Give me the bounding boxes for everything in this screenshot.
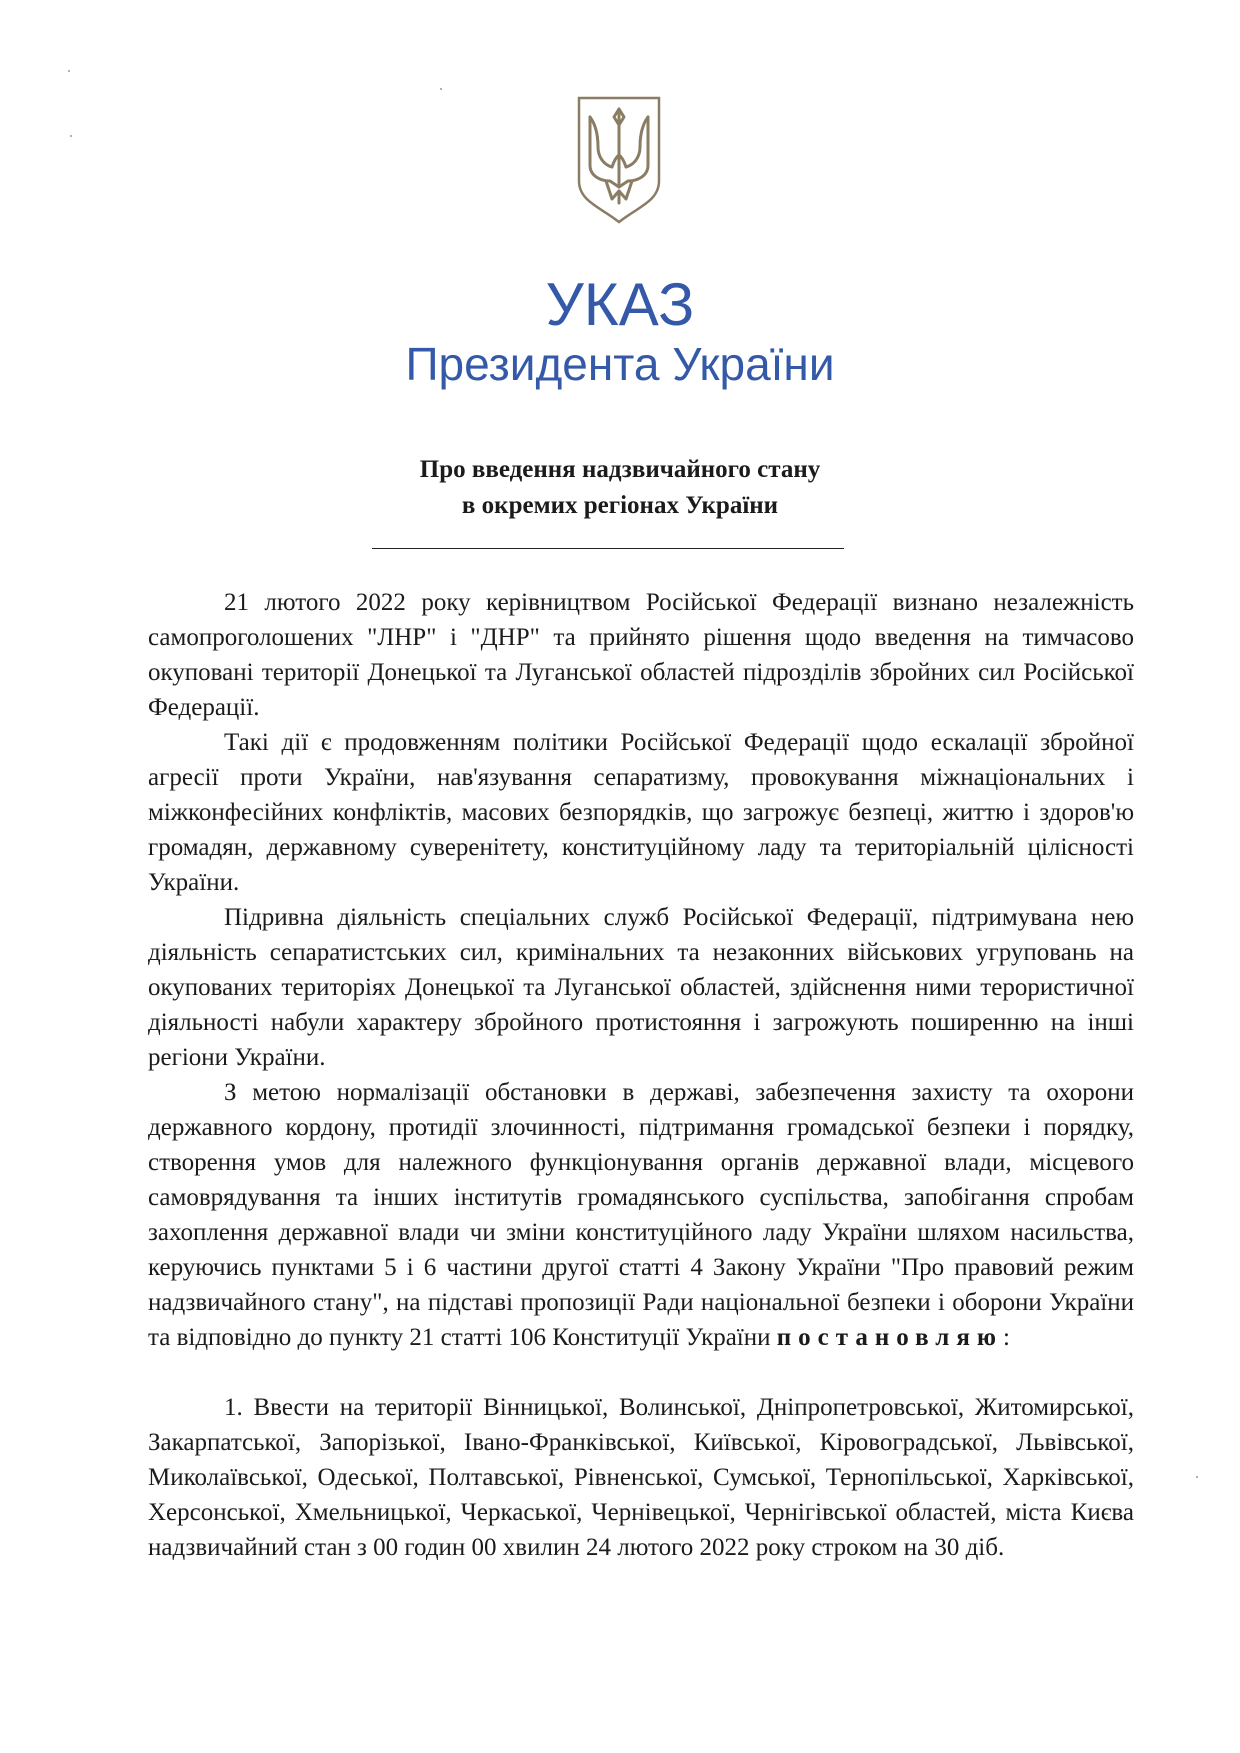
document-body — [148, 585, 1134, 1565]
document-subtitle: Президента України — [405, 338, 835, 390]
heading-line-2: в окремих регіонах України — [461, 492, 779, 519]
scan-speck — [70, 135, 72, 137]
paragraph-4 — [148, 1075, 1134, 1355]
scan-speck — [440, 88, 442, 90]
heading-divider — [372, 548, 844, 549]
paragraph-4-text: З метою нормалізації обстановки в державі, забезпечення захисту та охорони державного кордону, протидії злочинності, підтримання громадської безпеки і порядку, створення умов для належного функціонування органів державної влади, місцевого самоврядування та інших інститутів громадянського суспільства, запобігання спробам захоплення державної влади чи зміни конституційного ладу України шляхом насильства, керуючись пунктами 5 і 6 частини другої статті 4 Закону України "Про правовий режим надзвичайного стану", на підставі пропозиції Ради національної безпеки і оборони України та відповідно до пункту 21 статті 106 Конституції України — [148, 1079, 1134, 1351]
decree-word: постановляю — [776, 1324, 1003, 1351]
scan-speck — [68, 70, 70, 72]
coat-of-arms-trident-icon — [576, 95, 662, 225]
paragraph-3: Підривна діяльність спеціальних служб Російської Федерації, підтримувана нею діяльність сепаратистських сил, кримінальних та незаконних військових угруповань на окупованих територіях Донецької та Луганської областей, здійснення ними терористичної діяльності набули характеру збройного протистояння і загрожують поширенню на інші регіони України. — [148, 904, 1134, 1071]
paragraph-1: 21 лютого 2022 року керівництвом Російської Федерації визнано незалежність самопроголошених "ЛНР" і "ДНР" та прийнято рішення щодо введення на тимчасово окуповані території Донецької та Луганської областей підрозділів збройних сил Російської Федерації. — [148, 589, 1134, 721]
heading-line-1: Про введення надзвичайного стану — [419, 456, 821, 483]
document-heading — [0, 452, 1240, 524]
scan-speck — [1196, 1476, 1198, 1478]
decree-colon: : — [1002, 1324, 1010, 1351]
paragraph-2: Такі дії є продовженням політики Російської Федерації щодо ескалації збройної агресії проти України, нав'язування сепаратизму, провокування міжнаціональних і міжконфесійних конфліктів, масових безпорядків, що загрожує безпеці, життю і здоров'ю громадян, державному суверенітету, конституційному ладу та територіальній цілісності України. — [148, 729, 1134, 896]
decree-item-1: 1. Ввести на території Вінницької, Волинської, Дніпропетровської, Житомирської, Закарпатської, Запорізької, Івано-Франківської, Київської, Кіровоградської, Львівської, Миколаївської, Одеської, Полтавської, Рівненської, Сумської, Тернопільської, Харківської, Херсонської, Хмельницької, Черкаської, Чернівецької, Чернігівської областей, міста Києва надзвичайний стан з 00 годин 00 хвилин 24 лютого 2022 року строком на 30 діб. — [148, 1394, 1134, 1561]
document-title: УКАЗ — [545, 271, 695, 338]
